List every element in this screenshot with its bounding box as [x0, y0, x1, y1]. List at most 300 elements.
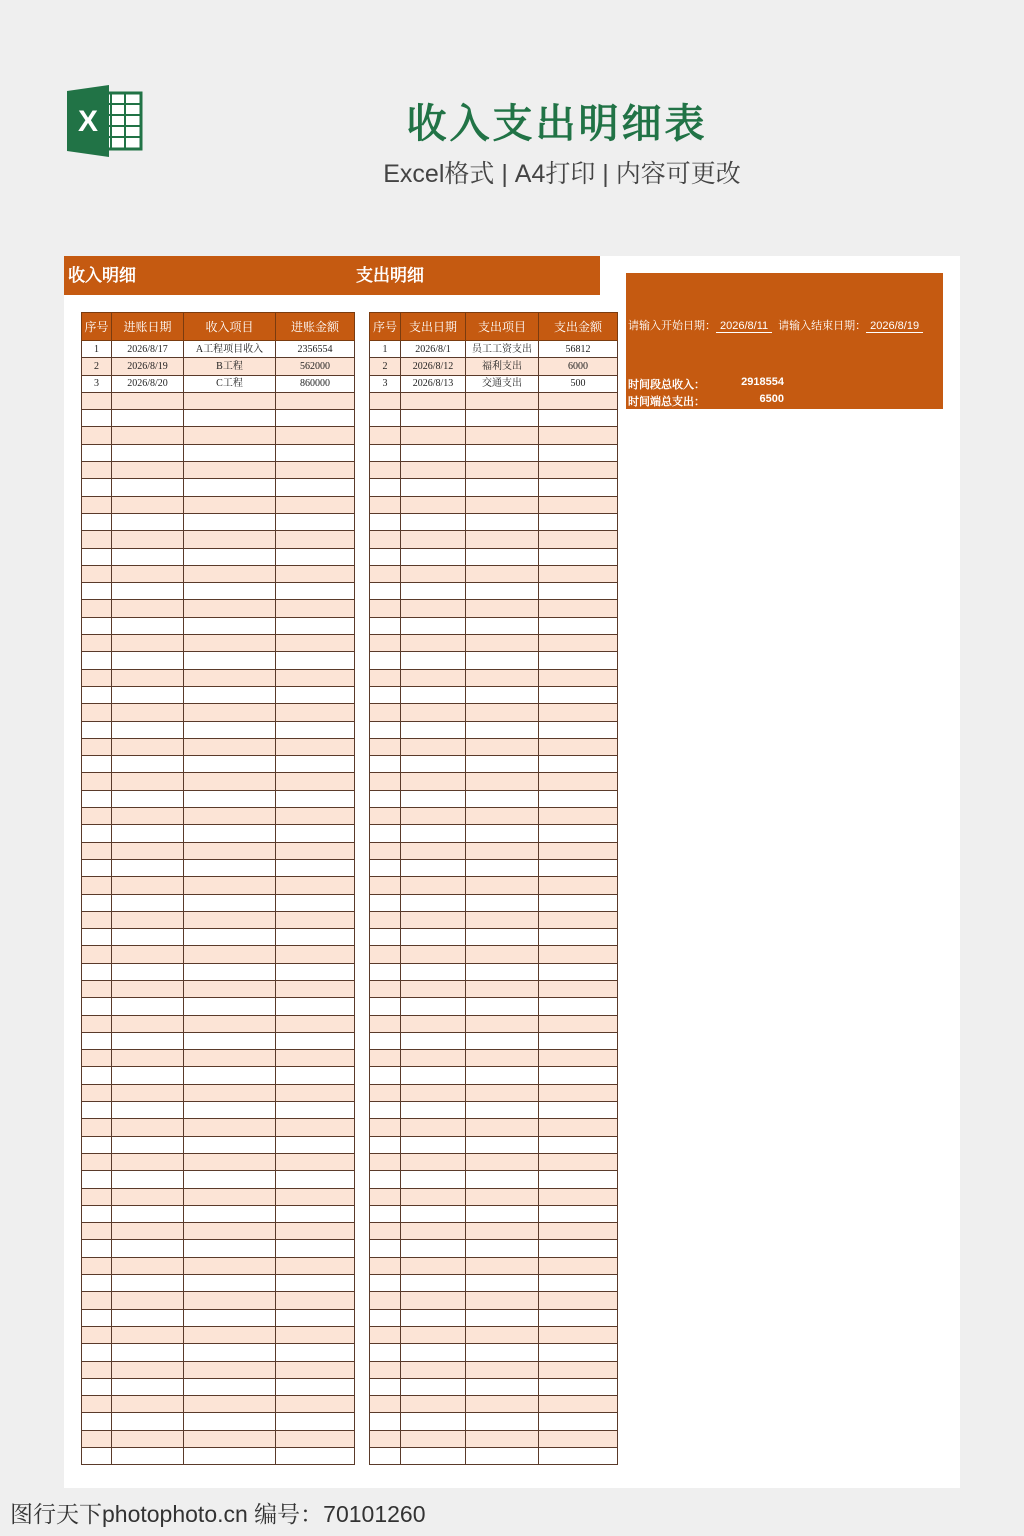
income-cell[interactable]: [82, 946, 112, 963]
expense-cell[interactable]: [539, 1050, 618, 1067]
income-cell[interactable]: [184, 1153, 276, 1170]
income-cell[interactable]: [112, 1136, 184, 1153]
income-cell[interactable]: [112, 600, 184, 617]
expense-cell[interactable]: [539, 496, 618, 513]
income-cell[interactable]: [184, 980, 276, 997]
income-cell[interactable]: [82, 859, 112, 876]
expense-cell[interactable]: 2026/8/12: [401, 358, 466, 375]
expense-cell[interactable]: [466, 946, 539, 963]
income-cell[interactable]: [82, 929, 112, 946]
income-cell[interactable]: [184, 1102, 276, 1119]
income-cell[interactable]: 2: [82, 358, 112, 375]
income-cell[interactable]: [112, 513, 184, 530]
income-cell[interactable]: [82, 686, 112, 703]
expense-cell[interactable]: [539, 462, 618, 479]
income-cell[interactable]: [82, 1257, 112, 1274]
income-cell[interactable]: [276, 600, 355, 617]
expense-cell[interactable]: [466, 1050, 539, 1067]
expense-cell[interactable]: [370, 1257, 401, 1274]
expense-cell[interactable]: [466, 583, 539, 600]
income-cell[interactable]: [184, 929, 276, 946]
expense-cell[interactable]: [466, 1257, 539, 1274]
expense-cell[interactable]: [539, 444, 618, 461]
income-cell[interactable]: [184, 877, 276, 894]
expense-cell[interactable]: [370, 773, 401, 790]
expense-cell[interactable]: [401, 1015, 466, 1032]
expense-cell[interactable]: [466, 1275, 539, 1292]
expense-cell[interactable]: [401, 635, 466, 652]
income-cell[interactable]: [112, 808, 184, 825]
income-cell[interactable]: [276, 1171, 355, 1188]
income-cell[interactable]: 2356554: [276, 341, 355, 358]
income-cell[interactable]: [112, 1257, 184, 1274]
income-cell[interactable]: [276, 686, 355, 703]
expense-cell[interactable]: [466, 1119, 539, 1136]
income-cell[interactable]: [184, 1326, 276, 1343]
income-cell[interactable]: [112, 704, 184, 721]
income-cell[interactable]: [112, 496, 184, 513]
income-cell[interactable]: 860000: [276, 375, 355, 392]
income-cell[interactable]: [112, 842, 184, 859]
income-cell[interactable]: [112, 1309, 184, 1326]
income-cell[interactable]: [184, 565, 276, 582]
expense-cell[interactable]: [401, 859, 466, 876]
income-cell[interactable]: [82, 721, 112, 738]
expense-cell[interactable]: [466, 1361, 539, 1378]
expense-cell[interactable]: [466, 531, 539, 548]
income-col-item[interactable]: 收入项目: [184, 313, 276, 341]
expense-cell[interactable]: [466, 1223, 539, 1240]
expense-cell[interactable]: [401, 600, 466, 617]
income-cell[interactable]: [184, 531, 276, 548]
income-cell[interactable]: [184, 825, 276, 842]
income-cell[interactable]: [82, 1119, 112, 1136]
income-cell[interactable]: [184, 410, 276, 427]
income-cell[interactable]: [184, 1378, 276, 1395]
income-cell[interactable]: [184, 1361, 276, 1378]
income-cell[interactable]: [276, 773, 355, 790]
income-cell[interactable]: [184, 1223, 276, 1240]
income-cell[interactable]: [276, 1292, 355, 1309]
expense-cell[interactable]: [370, 496, 401, 513]
income-cell[interactable]: [112, 479, 184, 496]
expense-col-index[interactable]: 序号: [370, 313, 401, 341]
expense-cell[interactable]: [370, 1275, 401, 1292]
expense-cell[interactable]: [401, 738, 466, 755]
expense-cell[interactable]: [466, 1413, 539, 1430]
income-cell[interactable]: [276, 531, 355, 548]
expense-cell[interactable]: [370, 721, 401, 738]
income-cell[interactable]: [276, 877, 355, 894]
expense-cell[interactable]: [466, 1292, 539, 1309]
income-cell[interactable]: [82, 1171, 112, 1188]
income-cell[interactable]: [82, 617, 112, 634]
income-cell[interactable]: [112, 1292, 184, 1309]
income-cell[interactable]: [184, 600, 276, 617]
expense-cell[interactable]: [539, 877, 618, 894]
income-cell[interactable]: [276, 1102, 355, 1119]
income-cell[interactable]: [112, 894, 184, 911]
income-cell[interactable]: [112, 790, 184, 807]
income-cell[interactable]: [82, 513, 112, 530]
income-cell[interactable]: [82, 1344, 112, 1361]
income-col-amount[interactable]: 进账金额: [276, 313, 355, 341]
expense-cell[interactable]: [466, 842, 539, 859]
income-cell[interactable]: [112, 392, 184, 409]
income-cell[interactable]: [112, 1171, 184, 1188]
income-cell[interactable]: [112, 773, 184, 790]
expense-cell[interactable]: [539, 1032, 618, 1049]
income-cell[interactable]: [276, 462, 355, 479]
income-cell[interactable]: [276, 1067, 355, 1084]
income-cell[interactable]: C工程: [184, 375, 276, 392]
income-cell[interactable]: [184, 1067, 276, 1084]
expense-cell[interactable]: [401, 877, 466, 894]
expense-cell[interactable]: [370, 1084, 401, 1101]
expense-cell[interactable]: [539, 669, 618, 686]
income-cell[interactable]: 3: [82, 375, 112, 392]
expense-cell[interactable]: [370, 738, 401, 755]
expense-cell[interactable]: [539, 738, 618, 755]
expense-cell[interactable]: [401, 1430, 466, 1447]
income-cell[interactable]: [184, 1448, 276, 1465]
income-cell[interactable]: [184, 479, 276, 496]
expense-cell[interactable]: [370, 894, 401, 911]
expense-cell[interactable]: [466, 825, 539, 842]
expense-col-date[interactable]: 支出日期: [401, 313, 466, 341]
expense-cell[interactable]: [466, 721, 539, 738]
income-cell[interactable]: 2026/8/19: [112, 358, 184, 375]
expense-cell[interactable]: [401, 808, 466, 825]
expense-cell[interactable]: [539, 1413, 618, 1430]
expense-cell[interactable]: [539, 773, 618, 790]
expense-cell[interactable]: [370, 686, 401, 703]
expense-cell[interactable]: [370, 859, 401, 876]
income-cell[interactable]: [82, 600, 112, 617]
expense-cell[interactable]: [370, 808, 401, 825]
expense-col-item[interactable]: 支出项目: [466, 313, 539, 341]
income-cell[interactable]: [112, 1344, 184, 1361]
expense-cell[interactable]: [370, 1326, 401, 1343]
expense-cell[interactable]: [466, 1153, 539, 1170]
expense-cell[interactable]: [539, 1188, 618, 1205]
income-col-date[interactable]: 进账日期: [112, 313, 184, 341]
income-cell[interactable]: [276, 513, 355, 530]
expense-cell[interactable]: [539, 410, 618, 427]
expense-cell[interactable]: [539, 617, 618, 634]
income-cell[interactable]: [184, 1275, 276, 1292]
expense-cell[interactable]: [539, 1430, 618, 1447]
expense-cell[interactable]: [370, 1240, 401, 1257]
income-cell[interactable]: [112, 1448, 184, 1465]
expense-cell[interactable]: [370, 1292, 401, 1309]
expense-cell[interactable]: [466, 998, 539, 1015]
expense-cell[interactable]: [539, 1378, 618, 1395]
income-cell[interactable]: [82, 479, 112, 496]
expense-cell[interactable]: [539, 721, 618, 738]
income-cell[interactable]: [82, 790, 112, 807]
expense-cell[interactable]: [466, 929, 539, 946]
income-cell[interactable]: [184, 1119, 276, 1136]
expense-cell[interactable]: [401, 1257, 466, 1274]
income-cell[interactable]: [82, 1223, 112, 1240]
expense-cell[interactable]: [401, 652, 466, 669]
expense-cell[interactable]: [401, 444, 466, 461]
income-cell[interactable]: [82, 808, 112, 825]
income-cell[interactable]: [276, 1257, 355, 1274]
expense-cell[interactable]: [370, 1050, 401, 1067]
expense-cell[interactable]: [466, 1309, 539, 1326]
expense-cell[interactable]: [539, 1292, 618, 1309]
expense-cell[interactable]: [401, 1378, 466, 1395]
expense-cell[interactable]: [539, 652, 618, 669]
income-cell[interactable]: [82, 652, 112, 669]
expense-cell[interactable]: [370, 1032, 401, 1049]
expense-cell[interactable]: [466, 980, 539, 997]
income-cell[interactable]: [276, 790, 355, 807]
income-cell[interactable]: [184, 859, 276, 876]
expense-cell[interactable]: [370, 1153, 401, 1170]
expense-cell[interactable]: [539, 1275, 618, 1292]
income-cell[interactable]: [112, 825, 184, 842]
income-cell[interactable]: [276, 894, 355, 911]
income-cell[interactable]: [184, 704, 276, 721]
income-cell[interactable]: [82, 1275, 112, 1292]
expense-cell[interactable]: [539, 859, 618, 876]
expense-cell[interactable]: [370, 998, 401, 1015]
income-cell[interactable]: [82, 1084, 112, 1101]
income-cell[interactable]: [276, 929, 355, 946]
income-cell[interactable]: [276, 427, 355, 444]
income-cell[interactable]: [112, 462, 184, 479]
income-cell[interactable]: [184, 911, 276, 928]
expense-cell[interactable]: [370, 1102, 401, 1119]
expense-cell[interactable]: [401, 669, 466, 686]
expense-cell[interactable]: [370, 911, 401, 928]
expense-cell[interactable]: [466, 410, 539, 427]
income-cell[interactable]: [276, 1084, 355, 1101]
income-cell[interactable]: [82, 980, 112, 997]
expense-cell[interactable]: [401, 1171, 466, 1188]
income-cell[interactable]: [112, 1205, 184, 1222]
expense-cell[interactable]: [370, 1309, 401, 1326]
income-cell[interactable]: [184, 669, 276, 686]
income-cell[interactable]: [276, 635, 355, 652]
income-cell[interactable]: [82, 704, 112, 721]
income-cell[interactable]: [184, 427, 276, 444]
expense-cell[interactable]: [401, 1050, 466, 1067]
income-cell[interactable]: [276, 496, 355, 513]
expense-cell[interactable]: [401, 1067, 466, 1084]
income-cell[interactable]: [112, 1050, 184, 1067]
income-cell[interactable]: [82, 410, 112, 427]
expense-cell[interactable]: [370, 410, 401, 427]
expense-cell[interactable]: [401, 911, 466, 928]
expense-cell[interactable]: [370, 635, 401, 652]
expense-cell[interactable]: [370, 462, 401, 479]
expense-cell[interactable]: [539, 583, 618, 600]
expense-cell[interactable]: [370, 756, 401, 773]
expense-cell[interactable]: [370, 1396, 401, 1413]
expense-cell[interactable]: [401, 1292, 466, 1309]
income-cell[interactable]: [276, 946, 355, 963]
income-cell[interactable]: [82, 1448, 112, 1465]
income-cell[interactable]: [112, 721, 184, 738]
expense-cell[interactable]: [466, 617, 539, 634]
expense-cell[interactable]: [539, 894, 618, 911]
expense-cell[interactable]: [466, 1032, 539, 1049]
income-cell[interactable]: [82, 1430, 112, 1447]
income-cell[interactable]: [184, 1430, 276, 1447]
expense-cell[interactable]: [401, 1084, 466, 1101]
income-cell[interactable]: [112, 1015, 184, 1032]
expense-cell[interactable]: [466, 808, 539, 825]
income-cell[interactable]: [112, 410, 184, 427]
expense-cell[interactable]: [401, 583, 466, 600]
expense-cell[interactable]: [466, 479, 539, 496]
income-cell[interactable]: [82, 738, 112, 755]
income-cell[interactable]: [184, 513, 276, 530]
income-cell[interactable]: [276, 479, 355, 496]
expense-cell[interactable]: [401, 998, 466, 1015]
income-cell[interactable]: [112, 652, 184, 669]
expense-cell[interactable]: [370, 1171, 401, 1188]
income-cell[interactable]: A工程项目收入: [184, 341, 276, 358]
income-cell[interactable]: [82, 1188, 112, 1205]
income-cell[interactable]: [82, 583, 112, 600]
expense-cell[interactable]: [466, 1102, 539, 1119]
expense-cell[interactable]: [539, 1102, 618, 1119]
income-cell[interactable]: [82, 894, 112, 911]
income-cell[interactable]: [184, 946, 276, 963]
expense-cell[interactable]: [370, 513, 401, 530]
income-cell[interactable]: [112, 911, 184, 928]
expense-cell[interactable]: [539, 1015, 618, 1032]
income-cell[interactable]: [184, 444, 276, 461]
expense-cell[interactable]: [370, 946, 401, 963]
expense-cell[interactable]: [539, 1136, 618, 1153]
expense-cell[interactable]: [539, 531, 618, 548]
income-cell[interactable]: [82, 963, 112, 980]
income-cell[interactable]: [276, 1223, 355, 1240]
income-cell[interactable]: [184, 1188, 276, 1205]
income-cell[interactable]: [276, 825, 355, 842]
income-cell[interactable]: [82, 1240, 112, 1257]
income-cell[interactable]: [276, 1205, 355, 1222]
expense-cell[interactable]: [401, 392, 466, 409]
income-cell[interactable]: [112, 1378, 184, 1395]
income-cell[interactable]: [82, 1032, 112, 1049]
income-cell[interactable]: [112, 548, 184, 565]
expense-cell[interactable]: [370, 1413, 401, 1430]
income-cell[interactable]: [276, 652, 355, 669]
expense-cell[interactable]: [539, 1171, 618, 1188]
income-cell[interactable]: [112, 1413, 184, 1430]
expense-cell[interactable]: [370, 963, 401, 980]
expense-cell[interactable]: [401, 704, 466, 721]
expense-cell[interactable]: [466, 1240, 539, 1257]
income-cell[interactable]: [112, 859, 184, 876]
income-cell[interactable]: [276, 911, 355, 928]
income-cell[interactable]: [276, 392, 355, 409]
expense-cell[interactable]: [466, 496, 539, 513]
expense-cell[interactable]: [401, 427, 466, 444]
expense-cell[interactable]: [401, 1240, 466, 1257]
income-cell[interactable]: [276, 998, 355, 1015]
income-cell[interactable]: [112, 686, 184, 703]
expense-cell[interactable]: [466, 600, 539, 617]
expense-cell[interactable]: [401, 1119, 466, 1136]
expense-cell[interactable]: [370, 1067, 401, 1084]
expense-cell[interactable]: [401, 980, 466, 997]
expense-cell[interactable]: [370, 392, 401, 409]
expense-cell[interactable]: [401, 617, 466, 634]
expense-cell[interactable]: [401, 686, 466, 703]
expense-cell[interactable]: [539, 1396, 618, 1413]
expense-cell[interactable]: [370, 1119, 401, 1136]
income-cell[interactable]: [82, 1309, 112, 1326]
income-cell[interactable]: [276, 721, 355, 738]
expense-cell[interactable]: 2: [370, 358, 401, 375]
expense-cell[interactable]: [401, 842, 466, 859]
income-cell[interactable]: [184, 1413, 276, 1430]
expense-cell[interactable]: [539, 1067, 618, 1084]
income-cell[interactable]: [82, 1326, 112, 1343]
income-cell[interactable]: [82, 565, 112, 582]
income-cell[interactable]: [112, 1430, 184, 1447]
expense-cell[interactable]: [370, 652, 401, 669]
expense-cell[interactable]: [466, 1378, 539, 1395]
expense-cell[interactable]: [466, 911, 539, 928]
income-cell[interactable]: [112, 1326, 184, 1343]
income-cell[interactable]: 562000: [276, 358, 355, 375]
expense-cell[interactable]: [466, 1448, 539, 1465]
income-cell[interactable]: [82, 462, 112, 479]
expense-col-amount[interactable]: 支出金额: [539, 313, 618, 341]
income-cell[interactable]: [276, 1309, 355, 1326]
income-cell[interactable]: [112, 1240, 184, 1257]
income-cell[interactable]: [112, 946, 184, 963]
expense-cell[interactable]: [401, 1032, 466, 1049]
income-cell[interactable]: [276, 1136, 355, 1153]
expense-cell[interactable]: [401, 1188, 466, 1205]
expense-cell[interactable]: [401, 1309, 466, 1326]
expense-cell[interactable]: [466, 859, 539, 876]
income-cell[interactable]: [184, 686, 276, 703]
income-cell[interactable]: [276, 859, 355, 876]
income-cell[interactable]: [276, 1326, 355, 1343]
income-cell[interactable]: [112, 1119, 184, 1136]
income-cell[interactable]: [82, 756, 112, 773]
income-cell[interactable]: [184, 1171, 276, 1188]
expense-cell[interactable]: [539, 1084, 618, 1101]
expense-cell[interactable]: [539, 392, 618, 409]
income-cell[interactable]: [82, 911, 112, 928]
expense-cell[interactable]: [401, 1205, 466, 1222]
expense-cell[interactable]: [466, 877, 539, 894]
expense-cell[interactable]: [539, 1205, 618, 1222]
income-cell[interactable]: [82, 1050, 112, 1067]
expense-cell[interactable]: [401, 1102, 466, 1119]
income-cell[interactable]: [82, 842, 112, 859]
income-cell[interactable]: [112, 1188, 184, 1205]
expense-cell[interactable]: 福利支出: [466, 358, 539, 375]
income-cell[interactable]: [276, 1361, 355, 1378]
income-col-index[interactable]: 序号: [82, 313, 112, 341]
expense-cell[interactable]: [370, 444, 401, 461]
expense-cell[interactable]: [370, 1361, 401, 1378]
income-cell[interactable]: [112, 963, 184, 980]
